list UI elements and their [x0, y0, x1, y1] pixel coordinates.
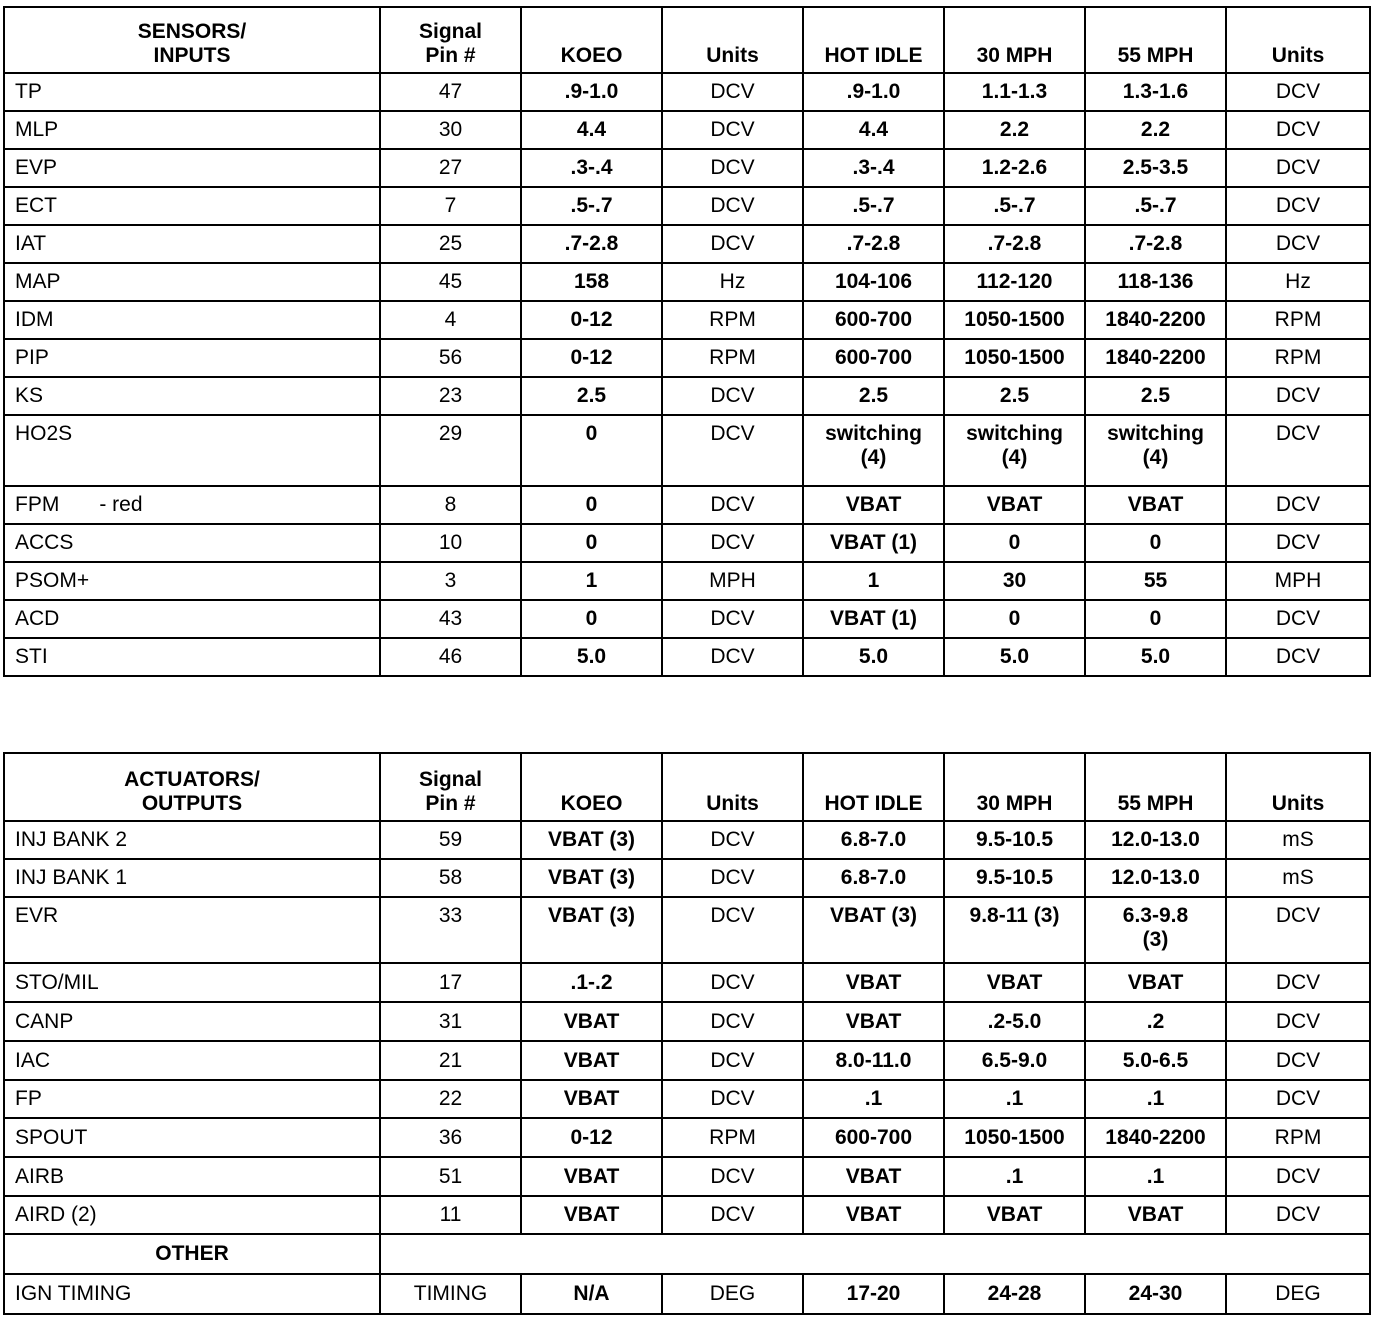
units2-cell: DCV [1226, 377, 1370, 415]
units-cell: DCV [662, 111, 803, 149]
koeo-cell: .5-.7 [521, 187, 662, 225]
30-mph-header: 30 MPH [944, 753, 1085, 821]
koeo-cell: .3-.4 [521, 149, 662, 187]
units-cell: DCV [662, 600, 803, 638]
table-row [4, 263, 1370, 301]
hot-idle-cell: VBAT [803, 1002, 944, 1041]
sensor-name: FPM [15, 493, 60, 516]
koeo-cell: 4.4 [521, 111, 662, 149]
pin-cell: 36 [380, 1118, 521, 1157]
units-cell: DCV [662, 821, 803, 859]
sensors-header-line1: SENSORS/ [137, 20, 247, 43]
table-row [4, 149, 1370, 187]
koeo-cell: .1-.2 [521, 963, 662, 1002]
actuators-outputs-header [4, 753, 380, 821]
units2-cell: DCV [1226, 638, 1370, 676]
hot-idle-cell: VBAT (1) [803, 524, 944, 562]
table-row [4, 301, 1370, 339]
30-mph-cell: .5-.7 [944, 187, 1085, 225]
pin-cell: 25 [380, 225, 521, 263]
units2-cell: DCV [1226, 415, 1370, 486]
55-mph-cell: .2 [1085, 1002, 1226, 1041]
koeo-cell: VBAT [521, 1041, 662, 1080]
55-mph-cell: 1.3-1.6 [1085, 73, 1226, 111]
units2-cell: DCV [1226, 149, 1370, 187]
table-row [4, 562, 1370, 600]
units-header: Units [662, 7, 803, 73]
units2-cell: DCV [1226, 187, 1370, 225]
sensor-name: TP [4, 73, 380, 111]
pin-cell: 31 [380, 1002, 521, 1041]
actuator-name: CANP [4, 1002, 380, 1041]
actuators-header-line1: ACTUATORS/ [124, 768, 260, 791]
hot-idle-cell: .7-2.8 [803, 225, 944, 263]
hot-idle-cell [803, 415, 944, 486]
koeo-cell: VBAT (3) [521, 897, 662, 963]
units-cell: DEG [662, 1274, 803, 1314]
hot-idle-cell: 4.4 [803, 111, 944, 149]
koeo-cell: .7-2.8 [521, 225, 662, 263]
koeo-header: KOEO [521, 753, 662, 821]
55-mph-cell: 0 [1085, 524, 1226, 562]
koeo-cell: VBAT [521, 1002, 662, 1041]
55-mph-cell: 1840-2200 [1085, 339, 1226, 377]
table-row [4, 225, 1370, 263]
55-mph-cell: .1 [1085, 1157, 1226, 1196]
actuator-name: IAC [4, 1041, 380, 1080]
pin-cell: 23 [380, 377, 521, 415]
30-mph-cell: VBAT [944, 1196, 1085, 1234]
actuators-header-row [4, 753, 1370, 821]
units-cell: RPM [662, 339, 803, 377]
units2-cell: DCV [1226, 1080, 1370, 1118]
hot-idle-cell: VBAT [803, 486, 944, 524]
55-mph-cell: .7-2.8 [1085, 225, 1226, 263]
units-cell: DCV [662, 187, 803, 225]
units-cell: RPM [662, 1118, 803, 1157]
hot-idle-cell: VBAT (3) [803, 897, 944, 963]
table-row [4, 638, 1370, 676]
ign-timing-name: IGN TIMING [4, 1274, 380, 1314]
30-mph-cell: 24-28 [944, 1274, 1085, 1314]
30-mph-cell: 0 [944, 600, 1085, 638]
sensor-name-cell [4, 486, 380, 524]
hot-idle-cell: 6.8-7.0 [803, 821, 944, 859]
55-mph-cell: 55 [1085, 562, 1226, 600]
pin-cell: 43 [380, 600, 521, 638]
units-cell: DCV [662, 963, 803, 1002]
30-mph-cell: 1050-1500 [944, 339, 1085, 377]
hot-idle-cell: VBAT [803, 963, 944, 1002]
30-mph-cell: 112-120 [944, 263, 1085, 301]
sensor-name: IDM [4, 301, 380, 339]
pin-cell: 30 [380, 111, 521, 149]
koeo-cell: .9-1.0 [521, 73, 662, 111]
koeo-cell: 0 [521, 600, 662, 638]
hot-idle-cell: .5-.7 [803, 187, 944, 225]
sensors-header-line2: INPUTS [153, 44, 231, 67]
pin-cell: 4 [380, 301, 521, 339]
30-mph-cell: .1 [944, 1157, 1085, 1196]
units2-cell: DCV [1226, 524, 1370, 562]
table-row [4, 963, 1370, 1002]
signal-header-line1: Signal [418, 768, 482, 791]
55-mph-header: 55 MPH [1085, 7, 1226, 73]
30-mph-cell: 1050-1500 [944, 301, 1085, 339]
30-mph-cell: 1.1-1.3 [944, 73, 1085, 111]
units2-cell: DCV [1226, 73, 1370, 111]
units2-cell: DEG [1226, 1274, 1370, 1314]
units2-cell: MPH [1226, 562, 1370, 600]
55-mph-cell: 12.0-13.0 [1085, 821, 1226, 859]
pin-cell: 45 [380, 263, 521, 301]
units2-cell: DCV [1226, 600, 1370, 638]
units-cell: DCV [662, 486, 803, 524]
actuator-name: INJ BANK 2 [4, 821, 380, 859]
signal-header-line2: Pin # [425, 792, 476, 815]
55-mph-cell: VBAT [1085, 963, 1226, 1002]
30-mph-header: 30 MPH [944, 7, 1085, 73]
30-mph-cell: 6.5-9.0 [944, 1041, 1085, 1080]
actuator-name: INJ BANK 1 [4, 859, 380, 897]
koeo-cell: VBAT [521, 1196, 662, 1234]
actuator-name: SPOUT [4, 1118, 380, 1157]
other-section-row [4, 1234, 1370, 1274]
pin-cell: 11 [380, 1196, 521, 1234]
units2-cell: RPM [1226, 339, 1370, 377]
hot-idle-cell: VBAT [803, 1157, 944, 1196]
55-mph-line1: 6.3-9.8 [1122, 904, 1189, 927]
sensor-name: KS [4, 377, 380, 415]
hot-idle-cell: VBAT [803, 1196, 944, 1234]
pin-cell: 29 [380, 415, 521, 486]
table-row [4, 524, 1370, 562]
units2-cell: mS [1226, 859, 1370, 897]
hot-idle-cell: 6.8-7.0 [803, 859, 944, 897]
55-mph-header: 55 MPH [1085, 753, 1226, 821]
pin-cell: 56 [380, 339, 521, 377]
55-mph-cell: 12.0-13.0 [1085, 859, 1226, 897]
koeo-cell: 2.5 [521, 377, 662, 415]
koeo-cell: 0-12 [521, 339, 662, 377]
pin-cell: 47 [380, 73, 521, 111]
hot-idle-cell: 8.0-11.0 [803, 1041, 944, 1080]
actuator-name: STO/MIL [4, 963, 380, 1002]
koeo-cell: N/A [521, 1274, 662, 1314]
units2-cell: mS [1226, 821, 1370, 859]
30-mph-line1: switching [966, 422, 1063, 445]
koeo-cell: 1 [521, 562, 662, 600]
55-mph-cell: VBAT [1085, 486, 1226, 524]
sensor-name: IAT [4, 225, 380, 263]
koeo-cell: 5.0 [521, 638, 662, 676]
pin-cell: 21 [380, 1041, 521, 1080]
table-row [4, 821, 1370, 859]
signal-pin-header [380, 753, 521, 821]
koeo-cell: 0-12 [521, 301, 662, 339]
signal-pin-header [380, 7, 521, 73]
30-mph-cell: 2.5 [944, 377, 1085, 415]
sensor-name: ACCS [4, 524, 380, 562]
30-mph-cell: 9.5-10.5 [944, 821, 1085, 859]
sensor-name: ACD [4, 600, 380, 638]
koeo-cell: VBAT [521, 1157, 662, 1196]
hot-idle-cell: VBAT (1) [803, 600, 944, 638]
table-row [4, 377, 1370, 415]
sensor-name: PSOM+ [4, 562, 380, 600]
pin-cell: TIMING [380, 1274, 521, 1314]
pin-cell: 58 [380, 859, 521, 897]
55-mph-cell: 118-136 [1085, 263, 1226, 301]
table-row [4, 600, 1370, 638]
units-cell: DCV [662, 225, 803, 263]
55-mph-cell: VBAT [1085, 1196, 1226, 1234]
30-mph-cell: 1.2-2.6 [944, 149, 1085, 187]
units2-cell: DCV [1226, 111, 1370, 149]
pin-cell: 10 [380, 524, 521, 562]
55-mph-cell [1085, 897, 1226, 963]
pin-cell: 51 [380, 1157, 521, 1196]
pin-cell: 8 [380, 486, 521, 524]
koeo-cell: 158 [521, 263, 662, 301]
55-mph-line2: (3) [1142, 928, 1169, 951]
table-row [4, 1157, 1370, 1196]
table-row [4, 1080, 1370, 1118]
table-row [4, 486, 1370, 524]
30-mph-cell: .1 [944, 1080, 1085, 1118]
hot-idle-cell: 2.5 [803, 377, 944, 415]
units2-cell: RPM [1226, 301, 1370, 339]
sensor-name: MAP [4, 263, 380, 301]
actuators-outputs-table [3, 752, 1371, 1315]
table-row [4, 1196, 1370, 1234]
units2-cell: DCV [1226, 1157, 1370, 1196]
55-mph-cell: 5.0-6.5 [1085, 1041, 1226, 1080]
55-mph-cell: 2.5-3.5 [1085, 149, 1226, 187]
sensor-name: MLP [4, 111, 380, 149]
units-cell: MPH [662, 562, 803, 600]
30-mph-cell: 9.5-10.5 [944, 859, 1085, 897]
sensor-name: STI [4, 638, 380, 676]
55-mph-cell: 2.2 [1085, 111, 1226, 149]
pin-cell: 27 [380, 149, 521, 187]
units-cell: DCV [662, 415, 803, 486]
units-cell: DCV [662, 897, 803, 963]
units2-cell: RPM [1226, 1118, 1370, 1157]
units-cell: DCV [662, 1080, 803, 1118]
sensor-name: EVP [4, 149, 380, 187]
units2-header: Units [1226, 753, 1370, 821]
table-row [4, 73, 1370, 111]
koeo-cell: 0 [521, 524, 662, 562]
table-row [4, 111, 1370, 149]
units-cell: DCV [662, 1041, 803, 1080]
pin-cell: 17 [380, 963, 521, 1002]
koeo-cell: VBAT (3) [521, 859, 662, 897]
units2-cell: DCV [1226, 1196, 1370, 1234]
30-mph-cell: .7-2.8 [944, 225, 1085, 263]
55-mph-cell: .5-.7 [1085, 187, 1226, 225]
30-mph-line2: (4) [1001, 446, 1028, 469]
sensors-header-row [4, 7, 1370, 73]
actuator-name: EVR [4, 897, 380, 963]
units-cell: DCV [662, 377, 803, 415]
55-mph-cell: 24-30 [1085, 1274, 1226, 1314]
hot-idle-header: HOT IDLE [803, 753, 944, 821]
55-mph-cell: 5.0 [1085, 638, 1226, 676]
sensor-name: ECT [4, 187, 380, 225]
table-row [4, 1002, 1370, 1041]
units-cell: DCV [662, 73, 803, 111]
units-cell: Hz [662, 263, 803, 301]
hot-idle-cell: 600-700 [803, 1118, 944, 1157]
units-cell: DCV [662, 1157, 803, 1196]
wire-note: - red [99, 493, 143, 516]
signal-header-line1: Signal [418, 20, 482, 43]
table-row [4, 1274, 1370, 1314]
30-mph-cell [944, 415, 1085, 486]
pin-cell: 7 [380, 187, 521, 225]
units-cell: DCV [662, 638, 803, 676]
55-mph-cell: 0 [1085, 600, 1226, 638]
table-row [4, 1041, 1370, 1080]
koeo-cell: 0 [521, 415, 662, 486]
units-cell: DCV [662, 1002, 803, 1041]
actuator-name: AIRB [4, 1157, 380, 1196]
pin-cell: 59 [380, 821, 521, 859]
55-mph-line1: switching [1107, 422, 1204, 445]
30-mph-cell: 5.0 [944, 638, 1085, 676]
pin-cell: 22 [380, 1080, 521, 1118]
hot-idle-cell: 5.0 [803, 638, 944, 676]
hot-idle-cell: 1 [803, 562, 944, 600]
hot-idle-line2: (4) [860, 446, 887, 469]
sensors-inputs-header [4, 7, 380, 73]
other-section-blank [380, 1234, 1370, 1274]
table-row [4, 415, 1370, 486]
actuators-header-line2: OUTPUTS [141, 792, 243, 815]
other-section-label: OTHER [4, 1234, 380, 1274]
koeo-cell: 0 [521, 486, 662, 524]
pin-cell: 3 [380, 562, 521, 600]
koeo-cell: VBAT [521, 1080, 662, 1118]
table-row [4, 187, 1370, 225]
units-cell: DCV [662, 859, 803, 897]
units-cell: RPM [662, 301, 803, 339]
pin-cell: 33 [380, 897, 521, 963]
55-mph-cell: 1840-2200 [1085, 1118, 1226, 1157]
table-row [4, 1118, 1370, 1157]
koeo-cell: VBAT (3) [521, 821, 662, 859]
55-mph-cell [1085, 415, 1226, 486]
units2-header: Units [1226, 7, 1370, 73]
sensor-name: HO2S [4, 415, 380, 486]
units2-cell: DCV [1226, 963, 1370, 1002]
units-cell: DCV [662, 1196, 803, 1234]
table-row [4, 897, 1370, 963]
30-mph-cell: 9.8-11 (3) [944, 897, 1085, 963]
hot-idle-header: HOT IDLE [803, 7, 944, 73]
units-cell: DCV [662, 149, 803, 187]
koeo-cell: 0-12 [521, 1118, 662, 1157]
units-cell: DCV [662, 524, 803, 562]
koeo-header: KOEO [521, 7, 662, 73]
30-mph-cell: 30 [944, 562, 1085, 600]
sensors-inputs-table [3, 6, 1371, 677]
hot-idle-cell: 600-700 [803, 339, 944, 377]
55-mph-cell: 2.5 [1085, 377, 1226, 415]
units2-cell: DCV [1226, 1002, 1370, 1041]
units2-cell: DCV [1226, 897, 1370, 963]
signal-header-line2: Pin # [425, 44, 476, 67]
units2-cell: DCV [1226, 1041, 1370, 1080]
30-mph-cell: 2.2 [944, 111, 1085, 149]
30-mph-cell: .2-5.0 [944, 1002, 1085, 1041]
units2-cell: DCV [1226, 486, 1370, 524]
actuator-name: FP [4, 1080, 380, 1118]
55-mph-line2: (4) [1142, 446, 1169, 469]
pin-cell: 46 [380, 638, 521, 676]
table-row [4, 859, 1370, 897]
hot-idle-cell: 104-106 [803, 263, 944, 301]
30-mph-cell: 1050-1500 [944, 1118, 1085, 1157]
units-header: Units [662, 753, 803, 821]
actuator-name: AIRD (2) [4, 1196, 380, 1234]
hot-idle-cell: .9-1.0 [803, 73, 944, 111]
30-mph-cell: VBAT [944, 486, 1085, 524]
units2-cell: DCV [1226, 225, 1370, 263]
hot-idle-line1: switching [825, 422, 922, 445]
55-mph-cell: 1840-2200 [1085, 301, 1226, 339]
sensor-name: PIP [4, 339, 380, 377]
table-row [4, 339, 1370, 377]
hot-idle-cell: .3-.4 [803, 149, 944, 187]
units2-cell: Hz [1226, 263, 1370, 301]
30-mph-cell: VBAT [944, 963, 1085, 1002]
hot-idle-cell: 17-20 [803, 1274, 944, 1314]
55-mph-cell: .1 [1085, 1080, 1226, 1118]
hot-idle-cell: 600-700 [803, 301, 944, 339]
30-mph-cell: 0 [944, 524, 1085, 562]
hot-idle-cell: .1 [803, 1080, 944, 1118]
